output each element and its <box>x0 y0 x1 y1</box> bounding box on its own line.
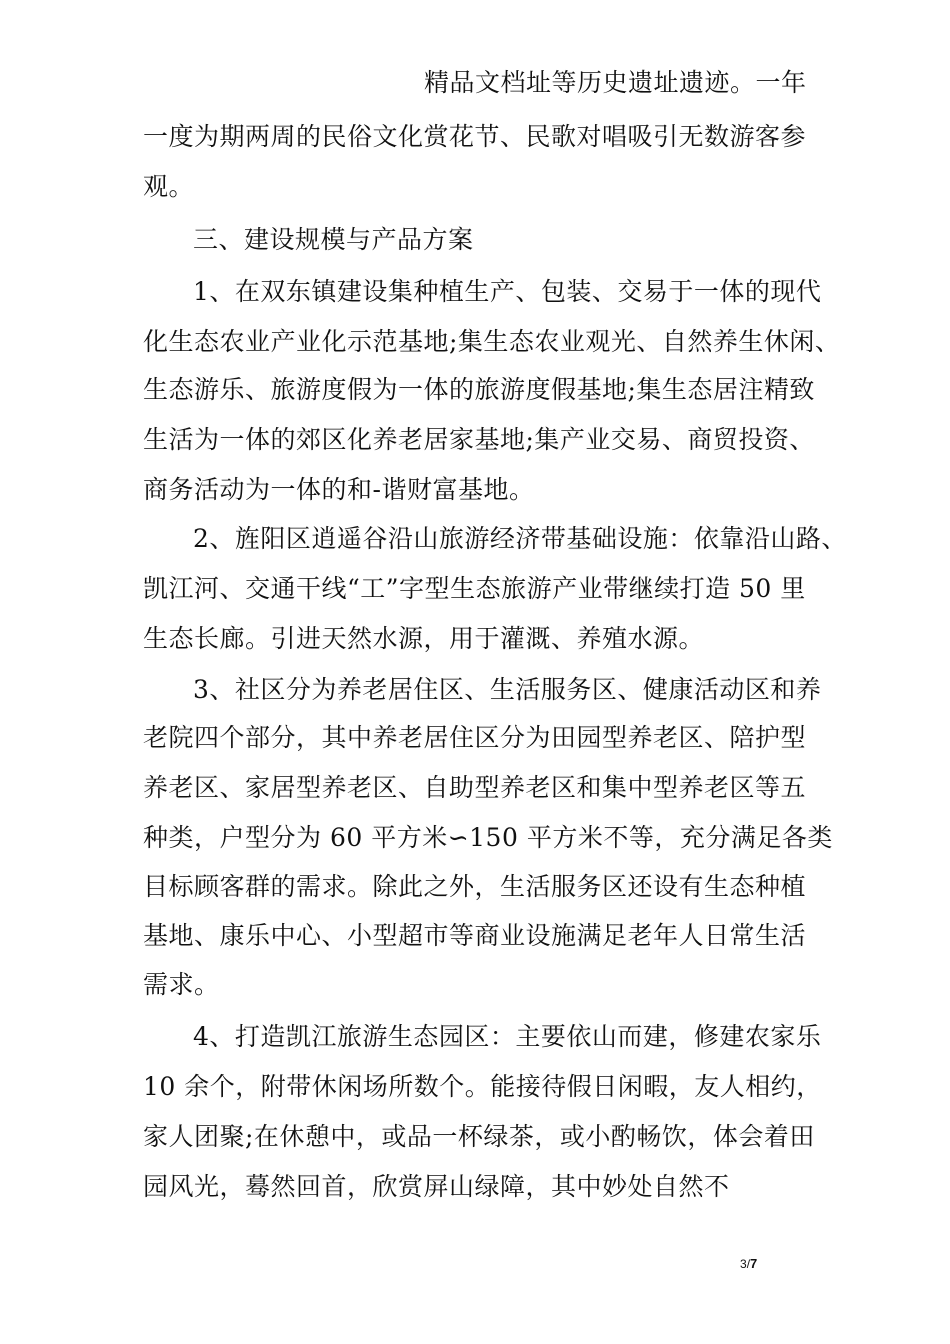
page-number-separator: / <box>746 1257 751 1271</box>
header-fragment: 精品文档址等历史遗址遗迹。一年 <box>424 68 807 97</box>
page-number-current: 3 <box>740 1257 747 1271</box>
text-line: 老院四个部分，其中养老居住区分为田园型养老区、陪护型 <box>143 723 807 752</box>
text-line: 商务活动为一体的和-谐财富基地。 <box>143 475 535 504</box>
text-line: 园风光，蓦然回首，欣赏屏山绿障，其中妙处自然不 <box>143 1172 730 1201</box>
text-line: 家人团聚;在休憩中，或品一杯绿茶，或小酌畅饮，体会着田 <box>143 1122 815 1151</box>
text-line: 基地、康乐中心、小型超市等商业设施满足老年人日常生活 <box>143 921 807 950</box>
page-number <box>740 1256 757 1271</box>
text-line: 生态长廊。引进天然水源，用于灌溉、养殖水源。 <box>143 624 705 653</box>
paragraph-3-start: 3、社区分为养老居住区、生活服务区、健康活动区和养 <box>193 675 822 704</box>
text-line: 需求。 <box>143 970 220 999</box>
text-line: 凯江河、交通干线“工”字型生态旅游产业带继续打造 50 里 <box>143 574 806 603</box>
text-line: 化生态农业产业化示范基地;集生态农业观光、自然养生休闲、 <box>143 327 841 356</box>
text-line: 10 余个，附带休闲场所数个。能接待假日闲暇，友人相约， <box>143 1072 822 1101</box>
text-line: 生活为一体的郊区化养老居家基地;集产业交易、商贸投资、 <box>143 425 815 454</box>
text-line: 一度为期两周的民俗文化赏花节、民歌对唱吸引无数游客参 <box>143 122 807 151</box>
text-line: 种类，户型分为 60 平方米∽150 平方米不等，充分满足各类 <box>143 823 833 852</box>
text-line: 观。 <box>143 172 195 201</box>
text-line: 生态游乐、旅游度假为一体的旅游度假基地;集生态居注精致 <box>143 375 815 404</box>
text-line: 目标顾客群的需求。除此之外，生活服务区还设有生态种植 <box>143 872 807 901</box>
section-heading: 三、建设规模与产品方案 <box>193 225 474 254</box>
page-number-total: 7 <box>750 1256 758 1271</box>
paragraph-1-start: 1、在双东镇建设集种植生产、包装、交易于一体的现代 <box>193 277 822 306</box>
text-line: 养老区、家居型养老区、自助型养老区和集中型养老区等五 <box>143 773 807 802</box>
paragraph-2-start: 2、旌阳区逍遥谷沿山旅游经济带基础设施：依靠沿山路、 <box>193 524 847 553</box>
paragraph-4-start: 4、打造凯江旅游生态园区：主要依山而建，修建农家乐 <box>193 1022 822 1051</box>
